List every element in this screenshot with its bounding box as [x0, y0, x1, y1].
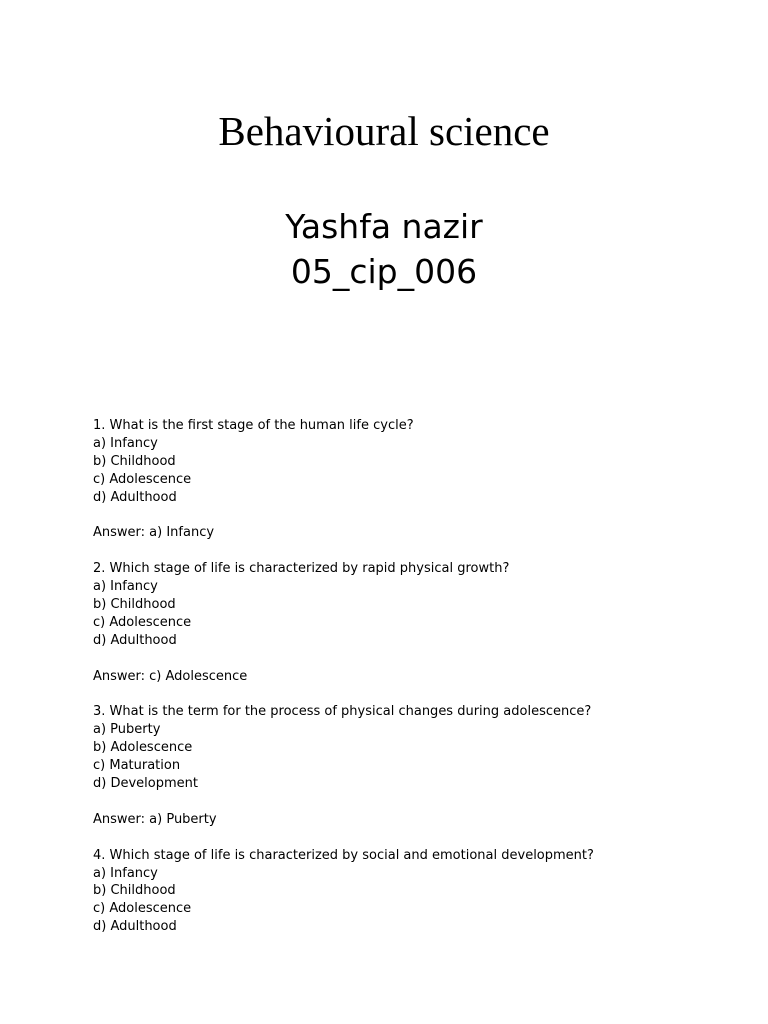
answer-text: Answer: a) Infancy: [93, 525, 215, 541]
option-b: b) Childhood: [93, 453, 176, 469]
answer-text: Answer: a) Puberty: [93, 811, 217, 827]
author-id: 05_cip_006: [290, 252, 478, 291]
spacer: [93, 542, 733, 560]
option-b: b) Childhood: [93, 597, 176, 613]
author-block: [0, 204, 768, 294]
quiz-content: [93, 417, 733, 936]
option-a: a) Infancy: [93, 865, 158, 881]
spacer: [93, 507, 733, 525]
option-c: c) Adolescence: [93, 901, 192, 917]
question-block-1: [93, 417, 733, 560]
spacer: [93, 686, 733, 704]
question-text: 2. Which stage of life is characterized by rapid physical growth?: [93, 561, 510, 577]
question-text: 4. Which stage of life is characterized by social and emotional development?: [93, 847, 594, 863]
option-c: c) Adolescence: [93, 471, 192, 487]
option-d: d) Adulthood: [93, 489, 177, 505]
option-a: a) Infancy: [93, 435, 158, 451]
spacer: [93, 650, 733, 668]
spacer: [93, 793, 733, 811]
option-b: b) Childhood: [93, 883, 176, 899]
question-block-3: [93, 703, 733, 846]
question-text: 1. What is the first stage of the human life cycle?: [93, 418, 414, 433]
question-text: 3. What is the term for the process of physical changes during adolescence?: [93, 704, 592, 720]
spacer: [93, 829, 733, 847]
option-d: d) Development: [93, 776, 198, 792]
option-d: d) Adulthood: [93, 632, 177, 648]
option-c: c) Adolescence: [93, 614, 192, 630]
option-b: b) Adolescence: [93, 740, 193, 756]
option-a: a) Puberty: [93, 722, 161, 738]
option-a: a) Infancy: [93, 579, 158, 595]
answer-text: Answer: c) Adolescence: [93, 668, 248, 684]
question-block-2: [93, 560, 733, 703]
question-block-4: [93, 847, 733, 937]
option-c: c) Maturation: [93, 758, 181, 774]
author-name: Yashfa nazir: [285, 207, 483, 246]
option-d: d) Adulthood: [93, 919, 177, 935]
document-title: Behavioural science: [218, 108, 550, 154]
